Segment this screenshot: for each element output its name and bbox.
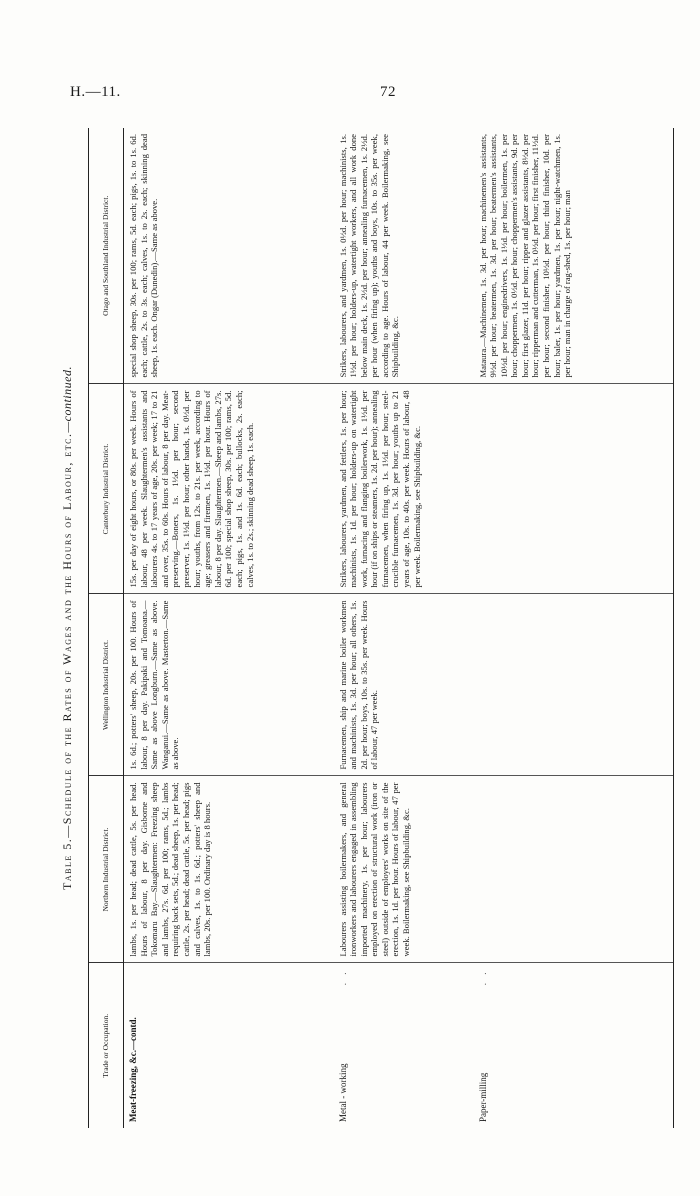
wellington-text: Furnacemen, ship and marine boiler workmen and machinists, 1s. 3d. per hour; all others, 1s. 2d. per hour; boys, 10s. to 35s. per week. Hours of labour, 47 per week.	[337, 600, 380, 770]
table-caption	[60, 128, 82, 1128]
table-header-row	[89, 128, 124, 1128]
rotated-table-block	[60, 128, 676, 1128]
column-header-wellington: Wellington Industrial District.	[89, 594, 124, 776]
table-caption-title: —Schedule of the Rates of Wages and the Hours of Labour, etc.	[60, 432, 74, 838]
canterbury-cell	[124, 384, 334, 594]
column-header-trade: Trade or Occupation.	[89, 963, 124, 1128]
leader-dots: . .	[337, 969, 348, 986]
trade-name: Paper-milling	[477, 1072, 488, 1122]
table-caption-prefix: Table 5.	[60, 837, 74, 890]
column-header-otago: Otago and Southland Industrial District.	[89, 128, 124, 384]
otago-cell	[474, 128, 674, 384]
northern-cell	[334, 776, 474, 963]
table-row	[334, 128, 474, 1128]
northern-text: lambs, 1s. per head; dead cattle, 5s. per head. Hours of labour, 8 per day. Gisborne and Tokomaru Bay.—Slaughtermen: Freezing sheep and lambs, 27s. 6d. per 100; rams, 5d.; lambs requiring back sets, 5d.; dead sheep, 1s. per head; cattle, 2s. per head; dead cattle, 5s. per head; pigs and calves, 1s. to 1s. 6d.; potters' sheep and lambs, 20s. per 100. Ordinary day is 8 hours.	[128, 782, 213, 957]
column-header-northern: Northern Industrial District.	[89, 776, 124, 963]
northern-cell	[124, 776, 334, 963]
otago-cell	[124, 128, 334, 384]
wellington-cell	[124, 594, 334, 776]
page-header-left: H.—11.	[70, 84, 121, 100]
canterbury-text: Strikers, labourers, yardmen, and fettlers, 1s. per hour; machinists, 1s. 1d. per hour; holders-up on watertight work, furnacing and flanging boilerwork, 1s. 1½d. per hour (if on ships or steamers, 1s. 2d. per hour); annealing furnacemen, when firing up, 1s. 1½d. per hour; steel-crucible furnacemen, 1s. 3d. per hour; youths up to 21 years of age, 10s. to 40s. per week. Hours of labour, 48 per week. Boilermaking, see Shipbuilding, &c.	[337, 390, 422, 588]
trade-cell	[124, 963, 334, 1128]
table-caption-suffix: —continued.	[60, 366, 74, 433]
canterbury-cell	[334, 384, 474, 594]
canterbury-text: 15s. per day of eight hours, or 80s. per week. Hours of labour, 48 per week. Slaughtermen's assistants and labourers 4s. to 17 years of age, 20s. per week; 17 to 21 and over, 35s. to 60s. Hours of labour, 8 per day. Meat-preserving.—Boners, 1s. 1½d. per hour; second preserver, 1s. 1½d. per hour; other hands, 1s. 0½d. per hour; youths, from 12s. to 21s. per week, according to age; greasers and firemen, 1s. 1½d. per hour. Hours of labour, 8 per day. Slaughtermen.—Sheep and lambs, 27s. 6d. per 100; special shop sheep, 30s. per 100; rams, 5d. each; pigs, 1s. and 1s. 6d. each; bullocks, 2s. each; calves, 1s. to 2s.; skinning dead sheep, 1s. each.	[128, 390, 255, 588]
otago-text: Strikers, labourers, and yardmen, 1s. 0½d. per hour; machinists, 1s. 1½d. per hour; holders-up, watertight workers, and all work done below main deck, 1s. 2½d. per hour; annealing furnacemen, 1s. 2½d. per hour (when firing up); youths and boys, 10s. to 35s. per week, according to age. Hours of labour, 44 per week. Boilermaking, see Shipbuilding, &c.	[337, 134, 401, 378]
wellington-text: 1s. 6d.; potters' sheep, 20s. per 100. Hours of labour, 8 per day. Pakipaki and Tomoana.—Same as above Longburn.—Same as above. Wanganui.—Same as above. Masterton.—Same as above.	[128, 600, 181, 770]
otago-text: Mataura.—Machinemen, 1s. 3d. per hour; machinemen's assistants, 9½d. per hour; beatermen, 1s. 3d. per hour; beatermen's assistants, 10½d. per hour; enginedrivers, 1s. 1½d. per hour; boilermen, 1s. per hour; choppermen, 1s. 0½d. per hour; choppermen's assistants, 9d. per hour; first glazer, 11d. per hour; ripper and glazer assistants, 8½d. per hour; ripperman and cutterman, 1s. 0½d. per hour; first finisher, 11½d. per hour; second finisher, 10½d. per hour; third finisher, 10d. per hour; baler, 1s. per hour; yardmen, 1s. per hour; night-watchmen, 1s. per hour; man in charge of rag-shed, 1s. per hour; man	[477, 134, 573, 378]
trade-name: Meat-freezing, &c.—contd.	[128, 1017, 138, 1122]
trade-cell	[474, 963, 674, 1128]
trade-name: Metal - working	[337, 1063, 348, 1122]
wages-schedule-table	[88, 128, 674, 1128]
otago-text: special shop sheep, 30s. per 100; rams, 5d. each; pigs, 1s. to 1s. 6d. each; cattle, 2s. to 3s. each; calves, 1s. to 2s. each; skinning dead sheep, 1s. each. Ongar (Dunedin).—Same as above.	[128, 134, 160, 378]
wellington-cell	[334, 594, 474, 776]
wellington-cell	[474, 594, 674, 776]
page-number: 72	[380, 84, 396, 100]
canterbury-cell	[474, 384, 674, 594]
table-row	[474, 128, 674, 1128]
table-row	[124, 128, 334, 1128]
leader-dots: . .	[477, 969, 488, 986]
northern-text: Labourers assisting boilermakers, and general ironworkers and labourers engaged in assembling imported machinery, 1s. per hour; labourers employed on erection of structural work (iron or steel) outside of employers' works on site of the erection, 1s. 1d. per hour. Hours of labour, 47 per week. Boilermaking, see Shipbuilding, &c.	[337, 782, 412, 957]
northern-cell	[474, 776, 674, 963]
trade-cell	[334, 963, 474, 1128]
otago-cell	[334, 128, 474, 384]
column-header-canterbury: Canterbury Industrial District.	[89, 384, 124, 594]
